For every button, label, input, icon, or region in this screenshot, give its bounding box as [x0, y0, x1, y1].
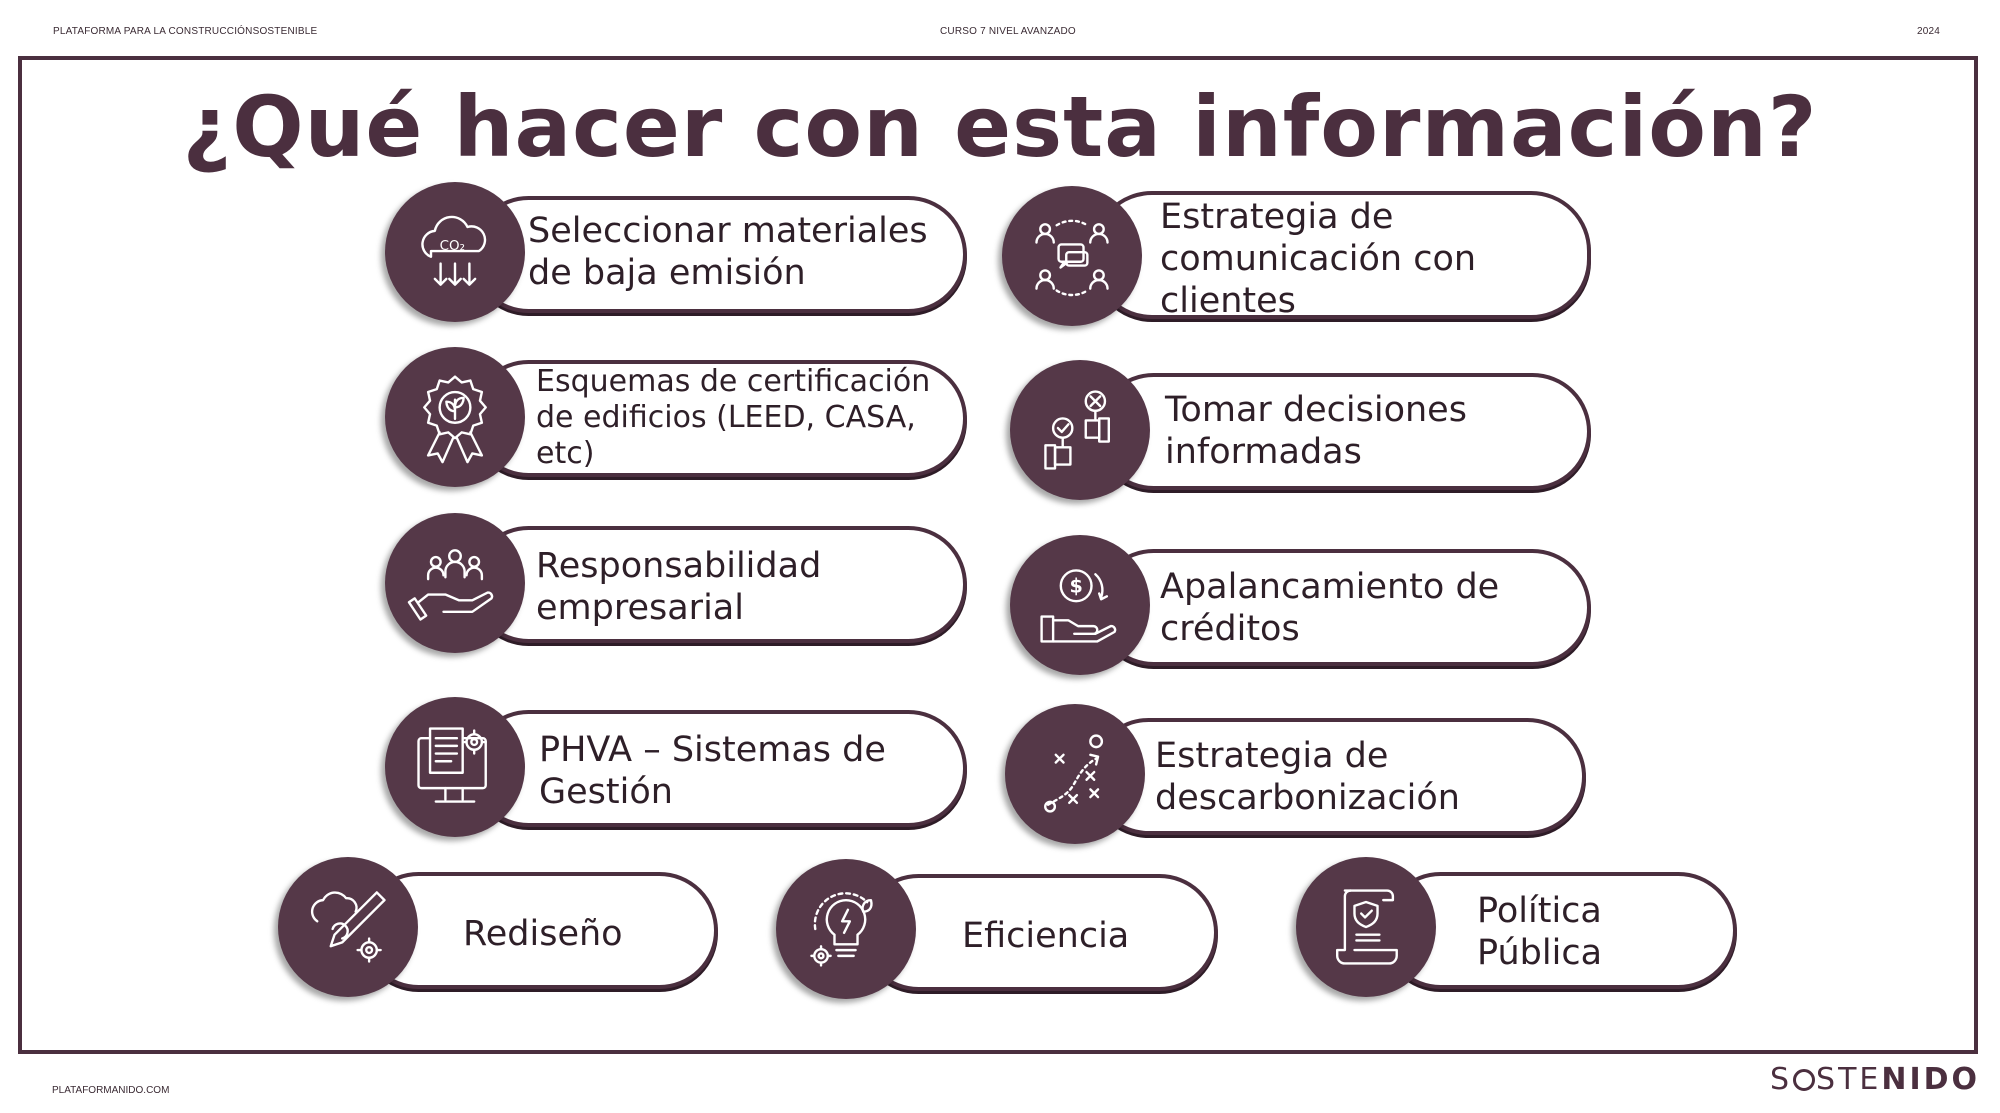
brand-logo [1770, 1062, 1980, 1097]
header-right: 2024 [1917, 26, 1941, 37]
decision-hands-icon [1010, 360, 1150, 500]
logo-text-bold: NIDO [1881, 1062, 1981, 1097]
logo-text-start: S [1770, 1062, 1793, 1097]
money-hand-icon [1010, 535, 1150, 675]
svg-text:CO₂: CO₂ [439, 239, 465, 255]
co2-emission-icon [385, 182, 525, 322]
item-label: Eficiencia [962, 916, 1130, 956]
svg-text:$: $ [1069, 574, 1083, 598]
people-hand-icon [385, 513, 525, 653]
strategy-play-icon [1005, 704, 1145, 844]
item-label: Rediseño [463, 914, 623, 954]
communication-people-icon [1002, 186, 1142, 326]
footer-website: PLATAFORMANIDO.COM [52, 1085, 170, 1096]
management-system-icon [385, 697, 525, 837]
certification-badge-icon [385, 347, 525, 487]
logo-text-middle: STE [1816, 1062, 1882, 1097]
item-label: PHVA – Sistemas de Gestión [539, 730, 886, 812]
item-label: Responsabilidad empresarial [536, 546, 822, 628]
redesign-icon [278, 857, 418, 997]
logo-globe-icon [1793, 1069, 1815, 1091]
efficiency-bulb-icon [776, 859, 916, 999]
item-label: Estrategia de comunicación con clientes [1160, 197, 1477, 321]
header-left: PLATAFORMA PARA LA CONSTRUCCIÓNSOSTENIBLE [53, 26, 318, 37]
item-label: Estrategia de descarbonización [1155, 736, 1460, 818]
item-label: Política Pública [1477, 891, 1603, 973]
item-label: Apalancamiento de créditos [1160, 567, 1500, 649]
policy-document-icon [1296, 857, 1436, 997]
item-label: Esquemas de certificación de edificios (LEED, CASA, etc) [536, 364, 931, 471]
header-center: CURSO 7 NIVEL AVANZADO [940, 26, 1076, 37]
item-label: Seleccionar materiales de baja emisión [528, 211, 928, 293]
page-title: ¿Qué hacer con esta información? [182, 78, 1818, 176]
item-label: Tomar decisiones informadas [1165, 390, 1467, 472]
